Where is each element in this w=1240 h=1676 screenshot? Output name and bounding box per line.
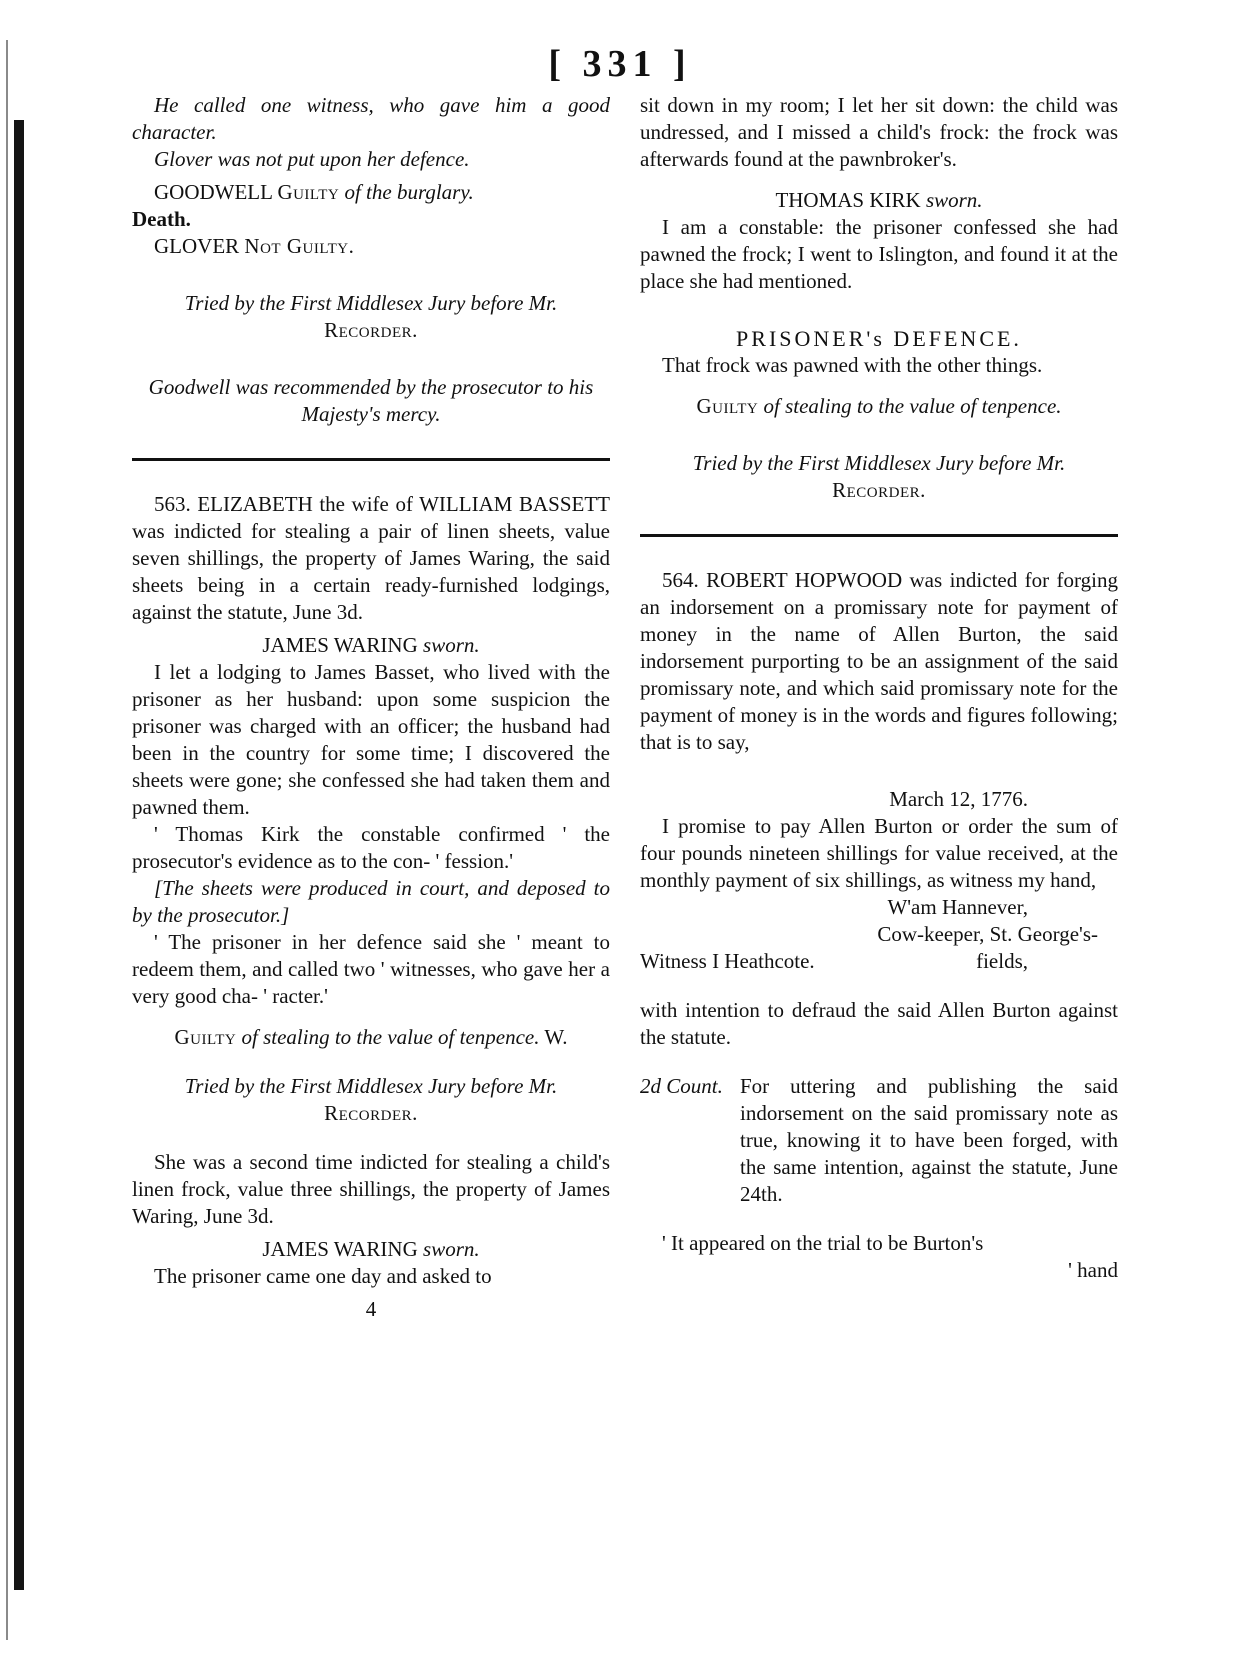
note-fields: fields, <box>976 949 1028 973</box>
goodwell-sentence <box>132 206 610 233</box>
tried-line-1-text: Tried by the First Middlesex Jury before Mr. <box>184 291 558 315</box>
witness-heading-kirk <box>640 187 1118 214</box>
kirk-confirmation-note: ' Thomas Kirk the constable confirmed ' the prosecutor's evidence as to the con- ' fession.' <box>132 822 610 873</box>
left-column <box>132 92 610 1323</box>
glover-verdict-label: Not Guilty. <box>244 234 355 258</box>
death-sentence: Death. <box>132 207 191 231</box>
waring-testimony-2: The prisoner came one day and asked to <box>154 1264 492 1288</box>
verdict-563 <box>132 1024 610 1051</box>
tried-line-2 <box>132 1073 610 1127</box>
prisoner-defence-note: ' The prisoner in her defence said she ' meant to redeem them, and called two ' witnesses, who gave her a very good cha- ' racter.' <box>132 930 610 1008</box>
witness-name-2: JAMES WARING <box>262 1237 418 1261</box>
verdict-frock <box>640 393 1118 420</box>
tried-line-2-text: Tried by the First Middlesex Jury before Mr. <box>184 1074 558 1098</box>
tried-line-1 <box>132 290 610 344</box>
mercy-recommendation: Goodwell was recommended by the prosecutor to his Majesty's mercy. <box>148 375 594 426</box>
waring-testimony-1: I let a lodging to James Basset, who lived with the prisoner as her husband: upon some suspicion the prisoner was charged with an officer; the husband had been in the country for some time; I discovered the sheets were gone; she confessed she had taken them and pawned them. <box>132 660 610 819</box>
second-count-label: 2d Count. <box>640 1074 723 1098</box>
second-count <box>640 1073 1118 1208</box>
note-signer: W'am Hannever, <box>887 895 1028 919</box>
note-signer-occupation: Cow-keeper, St. George's- <box>877 922 1098 946</box>
glover-defence-note: Glover was not put upon her defence. <box>154 147 470 171</box>
note-witness: Witness I Heathcote. <box>640 949 815 973</box>
intention-clause: with intention to defraud the said Allen Burton against the statute. <box>640 998 1118 1049</box>
right-column <box>640 92 1118 1284</box>
waring-testimony-continued: sit down in my room; I let her sit down: the child was undressed, and I missed a child's frock: the frock was afterwards found at the pawnbroker's. <box>640 93 1118 171</box>
prisoner-defence-text: That frock was pawned with the other things. <box>662 353 1043 377</box>
sheets-produced-note: [The sheets were produced in court, and deposed to by the prosecutor.] <box>132 876 610 927</box>
trial-note: ' It appeared on the trial to be Burton's <box>662 1231 984 1255</box>
second-indictment: She was a second time indicted for stealing a child's linen frock, value three shillings, the property of James Waring, June 3d. <box>132 1150 610 1228</box>
tried-line-3 <box>640 450 1118 504</box>
goodwell-verdict-rest: of the burglary. <box>339 180 474 204</box>
binding-edge <box>14 120 24 1590</box>
page-number: [ 331 ] <box>548 43 692 85</box>
kirk-testimony: I am a constable: the prisoner confessed she had pawned the frock; I went to Islington, and found it at the place she had mentioned. <box>640 215 1118 293</box>
tried-line-1-recorder: Recorder. <box>324 318 418 342</box>
witness-name: JAMES WARING <box>262 633 418 657</box>
verdict-563-label: Guilty <box>174 1025 237 1049</box>
witness-character-note: He called one witness, who gave him a good character. <box>132 93 610 144</box>
binding-shadow <box>6 40 8 1640</box>
goodwell-verdict <box>132 179 610 206</box>
note-date: March 12, 1776. <box>889 787 1028 811</box>
verdict-frock-label: Guilty <box>696 394 759 418</box>
signature-mark: 4 <box>365 1297 377 1321</box>
tried-line-3-recorder: Recorder. <box>832 478 926 502</box>
case-564-indictment: 564. ROBERT HOPWOOD was indicted for forging an indorsement on a promissary note for payment of money in the name of Allen Burton, the said indorsement purporting to be an assignment of the said promissary note, and which said promissary note for the payment of money is in the words and figures following; that is to say, <box>640 568 1118 754</box>
section-rule-right <box>640 534 1118 537</box>
note-body: I promise to pay Allen Burton or order the sum of four pounds nineteen shillings for value received, at the monthly payment of six shillings, as witness my hand, <box>640 814 1118 892</box>
witness-heading-waring-1 <box>132 632 610 659</box>
sworn-label-2: sworn. <box>423 1237 480 1261</box>
note-witness-row <box>640 948 1118 975</box>
second-count-text: For uttering and publishing the said indorsement on the said promissary note as true, knowing it to have been forged, with the same intention, against the statute, June 24th. <box>740 1074 1118 1206</box>
glover-name: GLOVER <box>154 234 240 258</box>
sworn-label: sworn. <box>423 633 480 657</box>
case-563-indictment: 563. ELIZABETH the wife of WILLIAM BASSETT was indicted for stealing a pair of linen sheets, value seven shillings, the property of James Waring, the said sheets being in a certain ready-furnished lodgings, against the statute, June 3d. <box>132 492 610 624</box>
goodwell-verdict-label: Guilty <box>277 180 340 204</box>
tried-line-2-recorder: Recorder. <box>324 1101 418 1125</box>
section-rule-left <box>132 458 610 461</box>
goodwell-name: GOODWELL <box>154 180 273 204</box>
prisoner-defence-heading: PRISONER's DEFENCE. <box>736 326 1022 351</box>
glover-verdict <box>132 233 610 260</box>
kirk-name: THOMAS KIRK <box>775 188 921 212</box>
verdict-563-mark: W. <box>539 1025 568 1049</box>
catchword: ' hand <box>1068 1258 1118 1282</box>
tried-line-3-text: Tried by the First Middlesex Jury before Mr. <box>692 451 1066 475</box>
kirk-sworn: sworn. <box>925 188 983 212</box>
verdict-563-rest: of stealing to the value of tenpence. <box>236 1025 540 1049</box>
witness-heading-waring-2 <box>132 1236 610 1263</box>
verdict-frock-rest: of stealing to the value of tenpence. <box>758 394 1062 418</box>
